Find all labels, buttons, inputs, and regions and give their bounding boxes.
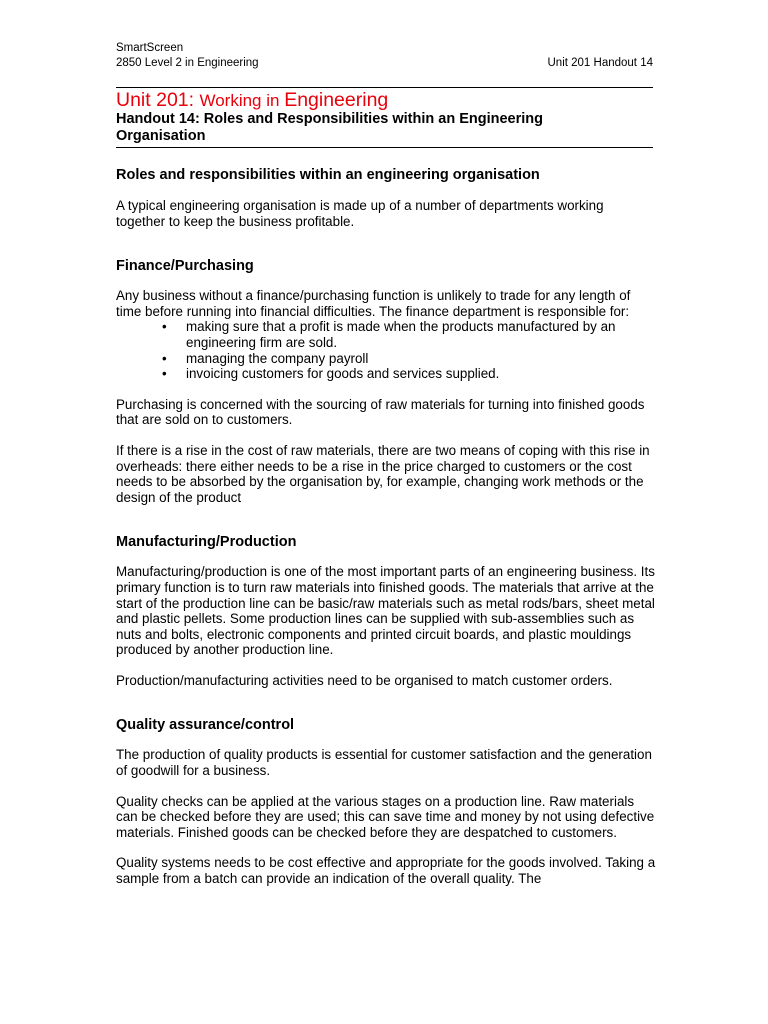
quality-heading: Quality assurance/control: [116, 717, 295, 734]
title-rule: [116, 147, 653, 148]
production-orders-paragraph: Production/manufacturing activities need to be organised to match customer orders.: [116, 672, 613, 688]
list-item-text: making sure that a profit is made when the products manufactured by an engineering firm are sold.: [186, 319, 616, 350]
unit-title-working: Working in: [199, 91, 285, 110]
page-header: [116, 41, 653, 71]
quality-paragraph: The production of quality products is essential for customer satisfaction and the generation of goodwill for a business.: [116, 747, 652, 779]
document-body: [116, 166, 656, 887]
bullet-icon: •: [162, 366, 167, 382]
header-org: SmartScreen: [116, 42, 184, 54]
list-item-text: invoicing customers for goods and services supplied.: [186, 366, 500, 382]
header-rule: [116, 87, 653, 88]
header-handout-ref: Unit 201 Handout 14: [547, 57, 653, 69]
quality-checks-paragraph: Quality checks can be applied at the various stages on a production line. Raw materials can be checked before they are used; this can save time and money by not using defective materials. Finished goods can be checked before they are despatched to customers.: [116, 793, 655, 840]
handout-title: Handout 14: Roles and Responsibilities within an Engineering Organisation: [116, 111, 543, 144]
finance-heading: Finance/Purchasing: [116, 258, 254, 275]
intro-paragraph: A typical engineering organisation is made up of a number of departments working together to keep the business profitable.: [116, 198, 604, 229]
manufacturing-heading: Manufacturing/Production: [116, 534, 297, 551]
bullet-icon: •: [162, 319, 167, 335]
header-course: 2850 Level 2 in Engineering: [116, 57, 259, 69]
unit-title: [116, 89, 653, 112]
finance-responsibilities-list: [116, 319, 656, 381]
purchasing-paragraph: Purchasing is concerned with the sourcing of raw materials for turning into finished goods that are sold on to customers.: [116, 396, 645, 428]
quality-systems-paragraph: Quality systems needs to be cost effective and appropriate for the goods involved. Taking a sample from a batch can provide an indication of the overall quality. The: [116, 855, 656, 887]
finance-paragraph: Any business without a finance/purchasing function is unlikely to trade for any length of time before running into financial difficulties. The finance department is responsible for:: [116, 288, 631, 319]
list-item: [116, 351, 656, 367]
unit-title-number: Unit 201:: [116, 89, 200, 111]
list-item: [116, 319, 656, 350]
manufacturing-paragraph: Manufacturing/production is one of the most important parts of an engineering business. Its primary function is to turn raw materials into finished goods. The materials that arrive at the start of the production line can be basic/raw materials such as metal rods/bars, sheet metal and plastic pellets. Some production lines can be supplied with sub-assemblies such as nuts and bolts, electronic components and printed circuit boards, and plastic mouldings produced by another production line.: [116, 564, 655, 658]
unit-title-engineering: Engineering: [284, 89, 389, 111]
bullet-icon: •: [162, 350, 167, 366]
cost-rise-paragraph: If there is a rise in the cost of raw materials, there are two means of coping with this rise in overheads: there either needs to be a rise in the price charged to customers or the cost needs to be absorbed by the organisation by, for example, changing work methods or the design of the product: [116, 442, 650, 505]
list-item-text: managing the company payroll: [186, 350, 369, 366]
main-heading: Roles and responsibilities within an engineering organisation: [116, 167, 540, 183]
list-item: [116, 366, 656, 382]
